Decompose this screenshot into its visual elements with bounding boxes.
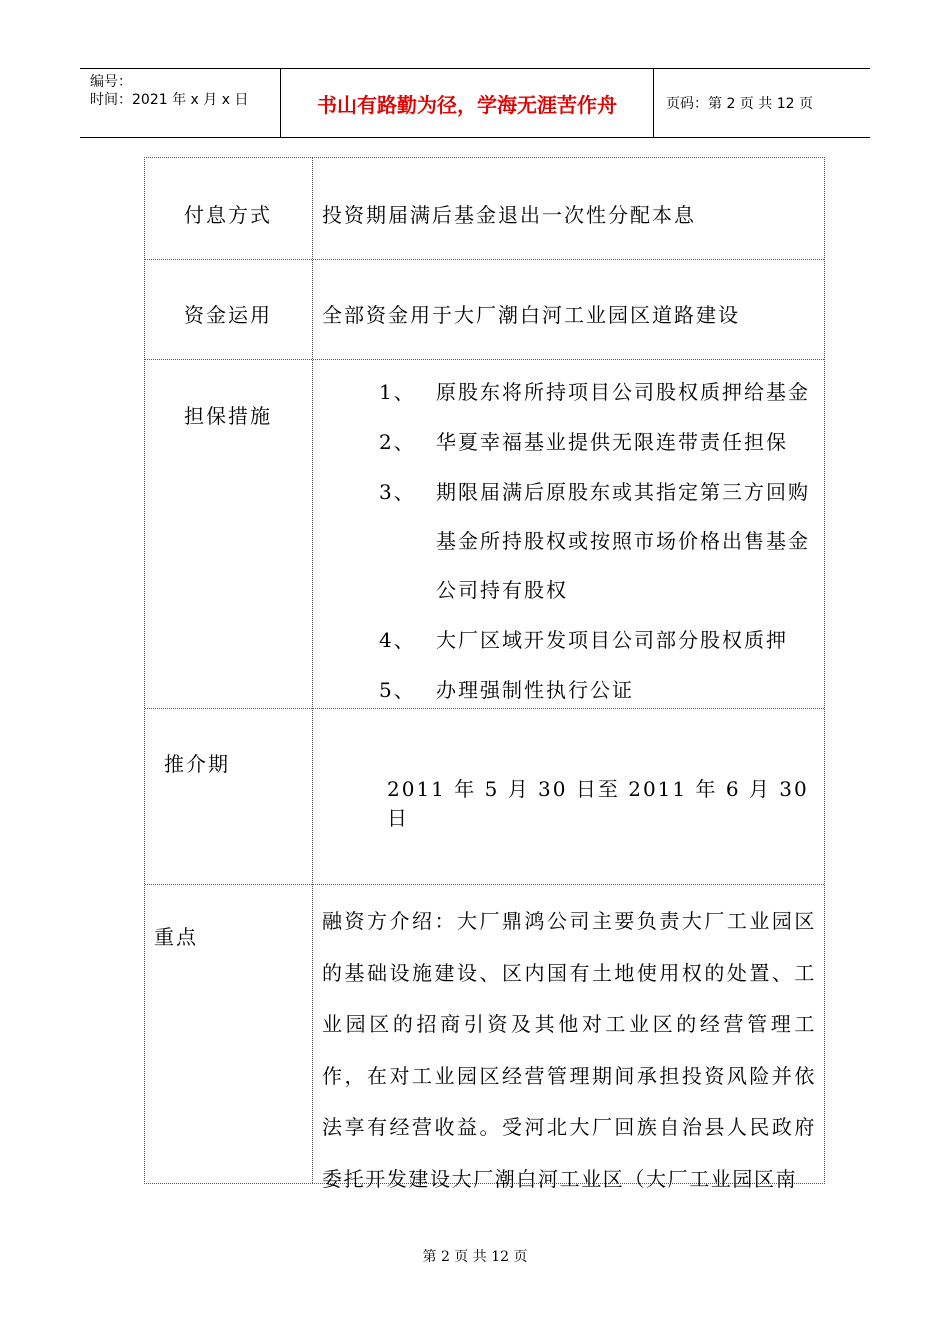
- header-meta: [80, 69, 281, 137]
- item-text: 原股东将所持项目公司股权质押给基金: [436, 380, 810, 404]
- item-number: 1、: [379, 380, 416, 404]
- label-promo: 推介期: [164, 752, 230, 776]
- row-interest: [145, 158, 824, 260]
- key-paragraph: 融资方介绍：大厂鼎鸿公司主要负责大厂工业园区的基础设施建设、区内国有土地使用权的处置、工业园区的招商引资及其他对工业区的经营管理工作，在对工业园区经营管理期间承担投资风险并依法享有经营收益。受河北大厂回族自治县人民政府委托开发建设大厂潮白河工业区（大厂工业园区南: [322, 909, 816, 1191]
- value-promo: 2011 年 5 月 30 日至 2011 年 6 月 30 日: [387, 777, 809, 830]
- row-key: [145, 884, 824, 1191]
- header-motto: 书山有路勤为径，学海无涯苦作舟: [281, 69, 654, 137]
- label-guarantee: 担保措施: [184, 404, 272, 428]
- item-number: 5、: [379, 678, 416, 702]
- item-text: 大厂区域开发项目公司部分股权质押: [436, 628, 788, 652]
- value-interest: 投资期届满后基金退出一次性分配本息: [322, 203, 696, 227]
- item-text: 期限届满后原股东或其指定第三方回购: [436, 480, 810, 504]
- item-number: 4、: [379, 628, 416, 652]
- number-label: 编号：: [90, 74, 132, 90]
- info-table: [144, 157, 825, 1191]
- time-label: 时间：2021 年 x 月 x 日: [90, 92, 249, 108]
- item-number: 3、: [379, 480, 416, 504]
- value-funds: 全部资金用于大厂潮白河工业园区道路建设: [322, 303, 740, 327]
- item-text: 办理强制性执行公证: [436, 678, 634, 702]
- label-key: 重点: [154, 925, 198, 949]
- row-guarantee: [145, 359, 824, 709]
- item-text: 基金所持股权或按照市场价格出售基金: [436, 529, 810, 553]
- item-text: 公司持有股权: [436, 578, 568, 602]
- item-number: 2、: [379, 430, 416, 454]
- row-funds: [145, 259, 824, 360]
- page-footer: 第 2 页 共 12 页: [422, 1249, 528, 1265]
- header-page-info: 页码：第 2 页 共 12 页: [666, 96, 813, 112]
- item-text: 华夏幸福基业提供无限连带责任担保: [436, 430, 788, 454]
- label-funds: 资金运用: [184, 303, 272, 327]
- page-header: [80, 68, 870, 138]
- label-interest: 付息方式: [184, 203, 272, 227]
- row-promo: [145, 708, 824, 885]
